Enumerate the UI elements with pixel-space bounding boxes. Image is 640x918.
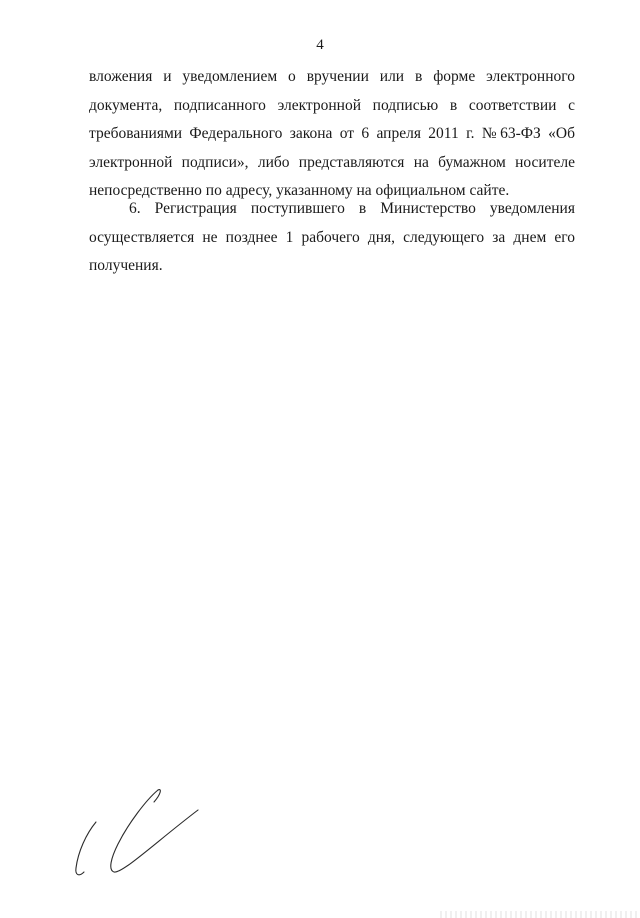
paragraph-registration: 6. Регистрация поступившего в Министерство уведомления осуществляется не позднее 1 рабочего дня, следующего за днем его получения. <box>89 200 575 275</box>
page-number: 4 <box>316 37 324 53</box>
handwritten-signature <box>66 782 216 882</box>
paragraph-continuation: вложения и уведомлением о вручении или в форме электронного документа, подписанного электронной подписью в соответствии с требованиями Федерального закона от 6 апреля 2011 г. №63-ФЗ «Об электронной подписи», либо представляются на бумажном носителе непосредственно по адресу, указанному на официальном сайте. <box>89 68 575 200</box>
scan-edge-artifact <box>440 911 640 918</box>
